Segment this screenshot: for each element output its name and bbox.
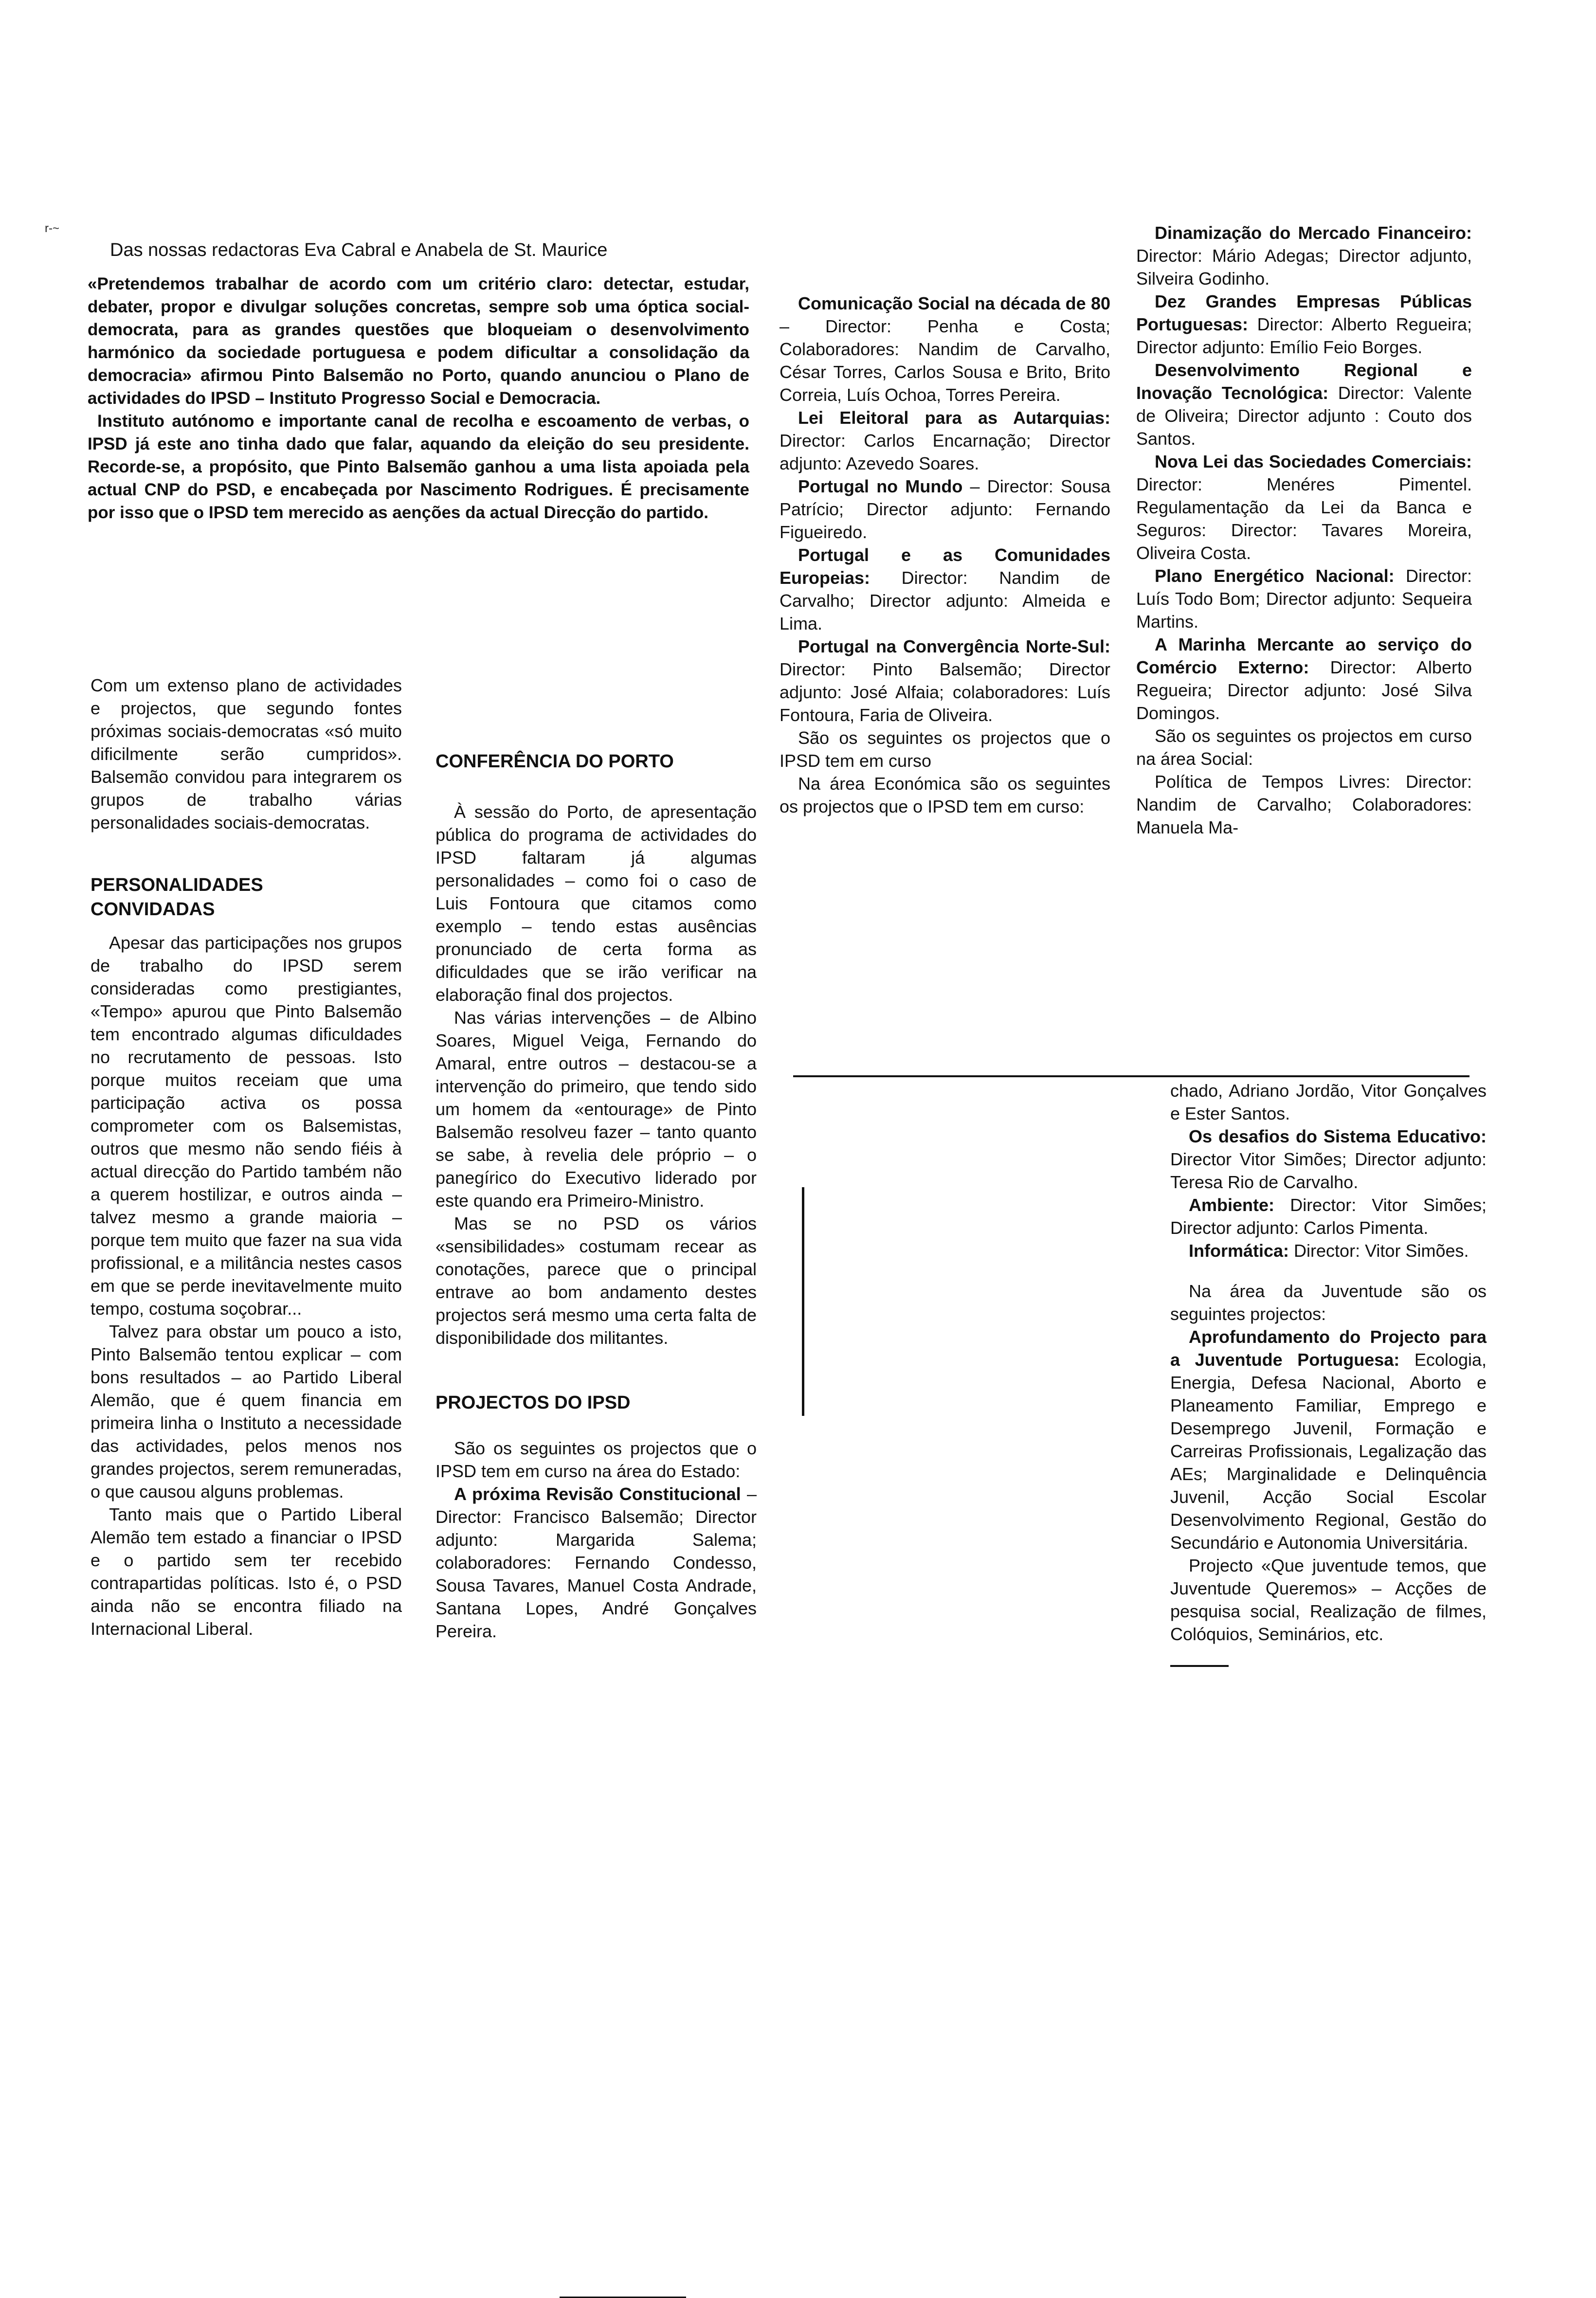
section-divider-rule (793, 1075, 1469, 1077)
project-title: Comunicação Social na década de 80 (798, 293, 1110, 313)
project-details: Director: Nandim de Carvalho; Director adjunto: Almeida e Lima. (780, 568, 1110, 633)
project-entry (1170, 1125, 1487, 1194)
project-entry (780, 475, 1110, 543)
project-entry (780, 543, 1110, 635)
project-details: – Director: Penha e Costa; Colaboradores: Nandim de Carvalho, César Torres, Carlos Sousa e Brito, Brito Correia, Luís Ochoa, Torres Pereira. (780, 316, 1110, 405)
project-details: – Director: Francisco Balsemão; Director adjunto: Margarida Salema; colaboradores: Fernando Condesso, Sousa Tavares, Manuel Costa Andrade, Santana Lopes, André Gonçalves Pereira. (435, 1484, 757, 1641)
project-details: Director: Luís Todo Bom; Director adjunto: Sequeira Martins. (1136, 566, 1472, 632)
body-paragraph: São os seguintes os projectos que o IPSD tem em curso na área do Estado: (435, 1438, 757, 1481)
project-entry (1170, 1239, 1487, 1262)
column-5 (1170, 1079, 1487, 1667)
project-details: Director: Alberto Regueira; Director adjunto: José Silva Domingos. (1136, 657, 1472, 723)
column-4 (1136, 221, 1472, 839)
project-title: Plano Energético Nacional: (1155, 566, 1395, 586)
project-entry (1136, 770, 1472, 839)
article-lead (88, 272, 749, 524)
project-details: Director Vitor Simões; Director adjunto: Teresa Rio de Carvalho. (1170, 1149, 1487, 1192)
project-details: Director: Carlos Encarnação; Director adjunto: Azevedo Soares. (780, 431, 1110, 473)
project-title: Dinamização do Mercado Financeiro: (1155, 223, 1472, 243)
column-1 (91, 674, 402, 1640)
body-paragraph: Com um extenso plano de actividades e projectos, que segundo fontes próximas sociais-democratas «só muito dificilmente serão cumpridos». Balsemão convidou para integrarem os grupos de trabalho várias personalidades sociais-democratas. (91, 675, 402, 832)
project-title: Nova Lei das Sociedades Comerciais: (1155, 452, 1472, 471)
body-paragraph: São os seguintes os projectos que o IPSD tem em curso (780, 728, 1110, 771)
project-title: Aprofundamento do Projecto para a Juventude Portuguesa: (1170, 1327, 1487, 1370)
body-paragraph: São os seguintes os projectos em curso na área Social: (1136, 726, 1472, 769)
project-title: Lei Eleitoral para as Autarquias: (798, 408, 1110, 428)
project-entry (1136, 359, 1472, 450)
project-entry (1136, 564, 1472, 633)
body-paragraph: chado, Adriano Jordão, Vitor Gonçalves e Ester Santos. (1170, 1081, 1487, 1123)
project-title: Informática: (1189, 1241, 1289, 1261)
column-end-rule (1170, 1665, 1229, 1667)
project-details: – Director: Sousa Patrício; Director adjunto: Fernando Figueiredo. (780, 476, 1110, 542)
lead-paragraph: «Pretendemos trabalhar de acordo com um critério claro: detectar, estudar, debater, propor e divulgar soluções concretas, sempre sob uma óptica social-democrata, para as grandes questões que bloqueiam o desenvolvimento harmónico da sociedade portuguesa e podem dificultar a consolidação da democracia» afirmou Pinto Balsemão no Porto, quando anunciou o Plano de actividades do IPSD – Instituto Progresso Social e Democracia. (88, 274, 749, 408)
project-entry (780, 635, 1110, 726)
column-2 (435, 730, 757, 1643)
project-entry (1170, 1194, 1487, 1239)
project-entry (435, 1483, 757, 1643)
project-entry (780, 406, 1110, 475)
project-title: Projecto «Que juventude temos, que Juventude Queremos» (1170, 1556, 1487, 1598)
project-details: – Acções de pesquisa social, Realização de filmes, Colóquios, Seminários, etc. (1170, 1578, 1487, 1644)
margin-vertical-rule (802, 1187, 804, 1416)
section-heading: CONFERÊNCIA DO PORTO (435, 751, 674, 772)
project-details: Director: Mário Adegas; Director adjunto, Silveira Godinho. (1136, 246, 1472, 289)
project-entry (1136, 450, 1472, 564)
corner-scan-mark: r-~ (45, 222, 59, 235)
project-title: Ambiente: (1189, 1195, 1275, 1215)
body-paragraph: Tanto mais que o Partido Liberal Alemão tem estado a financiar o IPSD e o partido sem ter recebido contrapartidas políticas. Isto é, o PSD ainda não se encontra filiado na Internacional Liberal. (91, 1504, 402, 1639)
project-details: Director: Pinto Balsemão; Director adjunto: José Alfaia; colaboradores: Luís Fontoura, Faria de Oliveira. (780, 659, 1110, 725)
project-title: A próxima Revisão Constitucional (454, 1484, 741, 1504)
project-details: Director: Alberto Regueira; Director adjunto: Emílio Feio Borges. (1136, 314, 1472, 357)
project-entry (780, 292, 1110, 406)
project-title: Política de Tempos Livres: (1155, 772, 1391, 792)
lead-paragraph: Instituto autónomo e importante canal de recolha e escoamento de verbas, o IPSD já este ano tinha dado que falar, aquando da eleição do seu presidente. Recorde-se, a propósito, que Pinto Balsemão ganhou a uma lista apoiada pela actual CNP do PSD, e encabeçada por Nascimento Rodrigues. É precisamente por isso que o IPSD tem merecido as aenções da actual Direcção do partido. (88, 412, 749, 522)
body-paragraph: Nas várias intervenções – de Albino Soares, Miguel Veiga, Fernando do Amaral, entre outros – destacou-se a intervenção do primeiro, que tendo sido um homem da «entourage» de Pinto Balsemão resolveu fazer – tanto quanto se sabe, à revelia dele próprio – o panegírico do Executivo liderado por este quando era Primeiro-Ministro. (435, 1008, 757, 1211)
body-paragraph: À sessão do Porto, de apresentação pública do programa de actividades do IPSD faltaram já algumas personalidades – como foi o caso de Luis Fontoura que citamos como exemplo – tendo estas ausências pronunciado de certa forma as dificuldades que se irão verificar na elaboração final dos projectos. (435, 802, 757, 1005)
project-entry (1136, 221, 1472, 290)
project-title: Portugal no Mundo (798, 476, 963, 496)
project-title: Portugal na Convergência Norte-Sul: (798, 636, 1110, 656)
project-details: Director: Vitor Simões; Director adjunto: Carlos Pimenta. (1170, 1195, 1487, 1238)
project-details: Director: Menéres Pimentel. Regulamentação da Lei da Banca e Seguros: Director: Tavares Moreira, Oliveira Costa. (1136, 474, 1472, 563)
body-paragraph: Mas se no PSD os vários «sensibilidades» costumam recear as conotações, parece que o principal entrave ao bom andamento destes projectos será mesmo uma certa falta de disponibilidade dos militantes. (435, 1213, 757, 1348)
project-entry (1136, 633, 1472, 724)
project-title: Portugal e as Comunidades Europeias: (780, 545, 1110, 588)
project-title: Os desafios do Sistema Educativo: (1189, 1126, 1487, 1146)
project-details: Director: Nandim de Carvalho; Colaboradores: Manuela Ma- (1136, 772, 1472, 837)
body-paragraph: Apesar das participações nos grupos de trabalho do IPSD serem consideradas como prestigiantes, «Tempo» apurou que Pinto Balsemão tem encontrado algumas dificuldades no recrutamento de pessoas. Isto porque muitos receiam que uma participação activa os possa comprometer com os Balsemistas, outros que mesmo não sendo fiéis à actual direcção do Partido também não a querem hostilizar, e outros ainda – talvez mesmo a grande maioria – porque tem muito que fazer na sua vida profissional, e a militância nestes casos em que se perde inevitavelmente muito tempo, costuma soçobrar... (91, 933, 402, 1319)
project-title: A Marinha Mercante ao serviço do Comércio Externo: (1136, 634, 1472, 677)
section-heading: PROJECTOS DO IPSD (435, 1393, 631, 1413)
section-heading: PERSONALIDADES CONVIDADAS (91, 875, 263, 920)
project-details: Director: Vitor Simões. (1289, 1241, 1469, 1261)
project-entry (1170, 1554, 1487, 1646)
project-title: Desenvolvimento Regional e Inovação Tecnológica: (1136, 360, 1472, 403)
body-paragraph: Talvez para obstar um pouco a isto, Pinto Balsemão tentou explicar – com bons resultados – ao Partido Liberal Alemão, que é quem financia em primeira linha o Instituto a necessidade das actividades, pelos menos nos grandes projectos, serem remuneradas, o que causou alguns problemas. (91, 1321, 402, 1502)
column-3-projects (780, 292, 1110, 818)
project-entry (1136, 290, 1472, 359)
project-details: Director: Valente de Oliveira; Director adjunto : Couto dos Santos. (1136, 383, 1472, 449)
project-details: Ecologia, Energia, Defesa Nacional, Aborto e Planeamento Familiar, Emprego e Desemprego Juvenil, Formação e Carreiras Profissionais, Legalização das AEs; Marginalidade e Delinquência Juvenil, Acção Social Escolar Desenvolvimento Regional, Gestão do Secundário e Autonomia Universitária. (1170, 1350, 1487, 1553)
byline: Das nossas redactoras Eva Cabral e Anabela de St. Maurice (110, 240, 608, 260)
body-paragraph: Na área Económica são os seguintes os projectos que o IPSD tem em curso: (780, 774, 1110, 816)
body-paragraph: Na área da Juventude são os seguintes projectos: (1170, 1281, 1487, 1324)
project-title: Dez Grandes Empresas Públicas Portuguesas: (1136, 291, 1472, 334)
project-entry (1170, 1325, 1487, 1554)
